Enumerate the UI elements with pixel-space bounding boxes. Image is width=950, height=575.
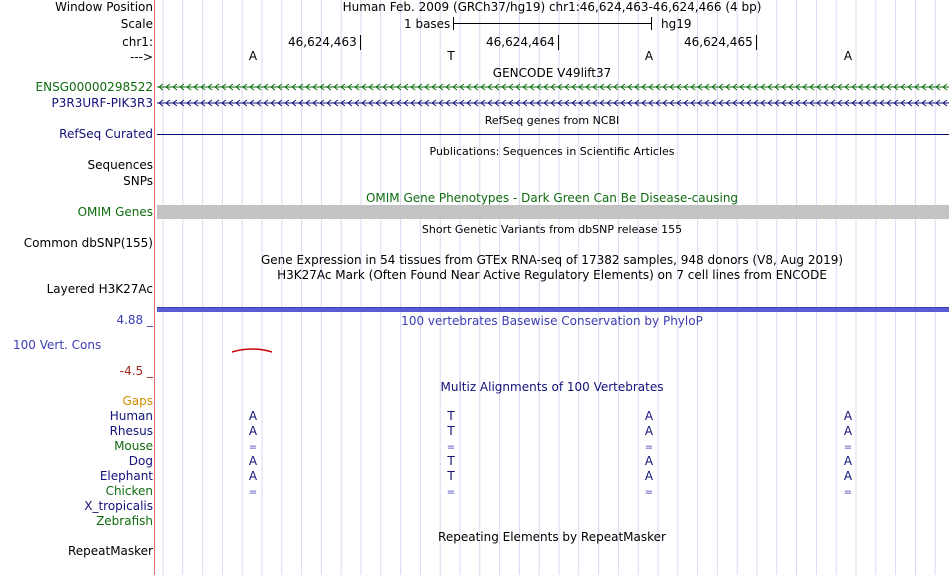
gtex-track-title[interactable]: Gene Expression in 54 tissues from GTEx RNA-seq of 17382 samples, 948 donors (V8, Aug 2019) bbox=[260, 253, 844, 267]
gene-p3r3urf-strand[interactable] bbox=[157, 99, 949, 107]
ruler-position-1: 46,624,463 bbox=[288, 35, 361, 50]
alignment-base: = bbox=[644, 442, 654, 453]
omim-label[interactable]: OMIM Genes bbox=[77, 205, 153, 219]
species-gaps[interactable]: Gaps bbox=[122, 394, 153, 408]
ref-base[interactable]: T bbox=[447, 49, 455, 63]
species-zebrafish[interactable]: Zebrafish bbox=[96, 514, 153, 528]
ruler-position-3: 46,624,465 bbox=[684, 35, 757, 50]
species-chicken[interactable]: Chicken bbox=[105, 484, 153, 498]
species-elephant[interactable]: Elephant bbox=[99, 469, 153, 483]
gene-ensg-strand[interactable] bbox=[157, 83, 949, 91]
alignment-base: A bbox=[644, 424, 654, 438]
publications-track-title[interactable]: Publications: Sequences in Scientific Articles bbox=[429, 145, 675, 158]
label-divider bbox=[154, 0, 155, 575]
gencode-track-title[interactable]: GENCODE V49lift37 bbox=[492, 66, 612, 80]
omim-gene-bar[interactable] bbox=[157, 205, 949, 219]
gene-label-p3r3urf[interactable]: P3R3URF-PIK3R3 bbox=[51, 96, 153, 110]
alignment-base: = bbox=[446, 487, 456, 498]
publications-snps-label[interactable]: SNPs bbox=[123, 174, 153, 188]
phylop-score-mark[interactable] bbox=[230, 346, 274, 354]
phylop-label[interactable]: 100 Vert. Cons bbox=[13, 338, 102, 352]
refseq-label[interactable]: RefSeq Curated bbox=[59, 127, 153, 141]
scale-bar bbox=[453, 17, 652, 30]
ref-base[interactable]: A bbox=[644, 49, 654, 63]
repeatmasker-label[interactable]: RepeatMasker bbox=[67, 544, 153, 558]
h3k27ac-signal[interactable] bbox=[157, 307, 949, 312]
ref-base[interactable]: A bbox=[843, 49, 853, 63]
window-position-value: Human Feb. 2009 (GRCh37/hg19) chr1:46,624,463-46,624,466 (4 bp) bbox=[342, 0, 762, 14]
species-dog[interactable]: Dog bbox=[128, 454, 153, 468]
alignment-base: = bbox=[843, 487, 853, 498]
alignment-base: A bbox=[248, 469, 258, 483]
alignment-base: A bbox=[248, 454, 258, 468]
species-x-tropicalis[interactable]: X_tropicalis bbox=[84, 499, 153, 513]
alignment-base: A bbox=[843, 469, 853, 483]
scale-value: 1 bases bbox=[404, 17, 451, 31]
phylop-track-title[interactable]: 100 vertebrates Basewise Conservation by PhyloP bbox=[401, 314, 703, 328]
chrom-label: chr1: bbox=[122, 35, 153, 49]
alignment-base: A bbox=[843, 424, 853, 438]
publications-sequences-label[interactable]: Sequences bbox=[87, 158, 153, 172]
h3k27ac-label[interactable]: Layered H3K27Ac bbox=[46, 282, 153, 296]
omim-track-title[interactable]: OMIM Gene Phenotypes - Dark Green Can Be Disease-causing bbox=[365, 191, 739, 205]
alignment-base: A bbox=[248, 424, 258, 438]
alignment-base: T bbox=[447, 469, 455, 483]
dbsnp-label[interactable]: Common dbSNP(155) bbox=[23, 236, 153, 250]
window-position-label: Window Position bbox=[55, 0, 153, 14]
alignment-base: A bbox=[644, 409, 654, 423]
scale-assembly: hg19 bbox=[661, 17, 692, 31]
alignment-base: T bbox=[447, 409, 455, 423]
alignment-base: = bbox=[248, 487, 258, 498]
repeatmasker-track-title[interactable]: Repeating Elements by RepeatMasker bbox=[438, 530, 666, 544]
alignment-base: A bbox=[644, 454, 654, 468]
phylop-min-label: -4.5 _ bbox=[119, 364, 153, 378]
alignment-base: = bbox=[644, 487, 654, 498]
alignment-base: = bbox=[843, 442, 853, 453]
species-human[interactable]: Human bbox=[109, 409, 153, 423]
alignment-base: = bbox=[248, 442, 258, 453]
alignment-base: A bbox=[843, 454, 853, 468]
refseq-track-title[interactable]: RefSeq genes from NCBI bbox=[484, 114, 620, 127]
alignment-base: A bbox=[843, 409, 853, 423]
scale-label: Scale bbox=[120, 17, 153, 31]
dbsnp-track-title[interactable]: Short Genetic Variants from dbSNP release 155 bbox=[421, 223, 683, 236]
species-mouse[interactable]: Mouse bbox=[114, 439, 153, 453]
ruler-position-2: 46,624,464 bbox=[486, 35, 559, 50]
multiz-track-title[interactable]: Multiz Alignments of 100 Vertebrates bbox=[440, 380, 664, 394]
refseq-gene-line[interactable] bbox=[157, 134, 949, 135]
ref-base[interactable]: A bbox=[248, 49, 258, 63]
alignment-base: A bbox=[644, 469, 654, 483]
alignment-base: T bbox=[447, 424, 455, 438]
species-rhesus[interactable]: Rhesus bbox=[109, 424, 153, 438]
strand-label: ---> bbox=[129, 50, 153, 64]
gene-label-ensg[interactable]: ENSG00000298522 bbox=[35, 80, 153, 94]
alignment-base: A bbox=[248, 409, 258, 423]
alignment-base: = bbox=[446, 442, 456, 453]
h3k27ac-track-title[interactable]: H3K27Ac Mark (Often Found Near Active Regulatory Elements) on 7 cell lines from ENCODE bbox=[277, 268, 827, 282]
alignment-base: T bbox=[447, 454, 455, 468]
phylop-max-label: 4.88 _ bbox=[116, 313, 153, 327]
